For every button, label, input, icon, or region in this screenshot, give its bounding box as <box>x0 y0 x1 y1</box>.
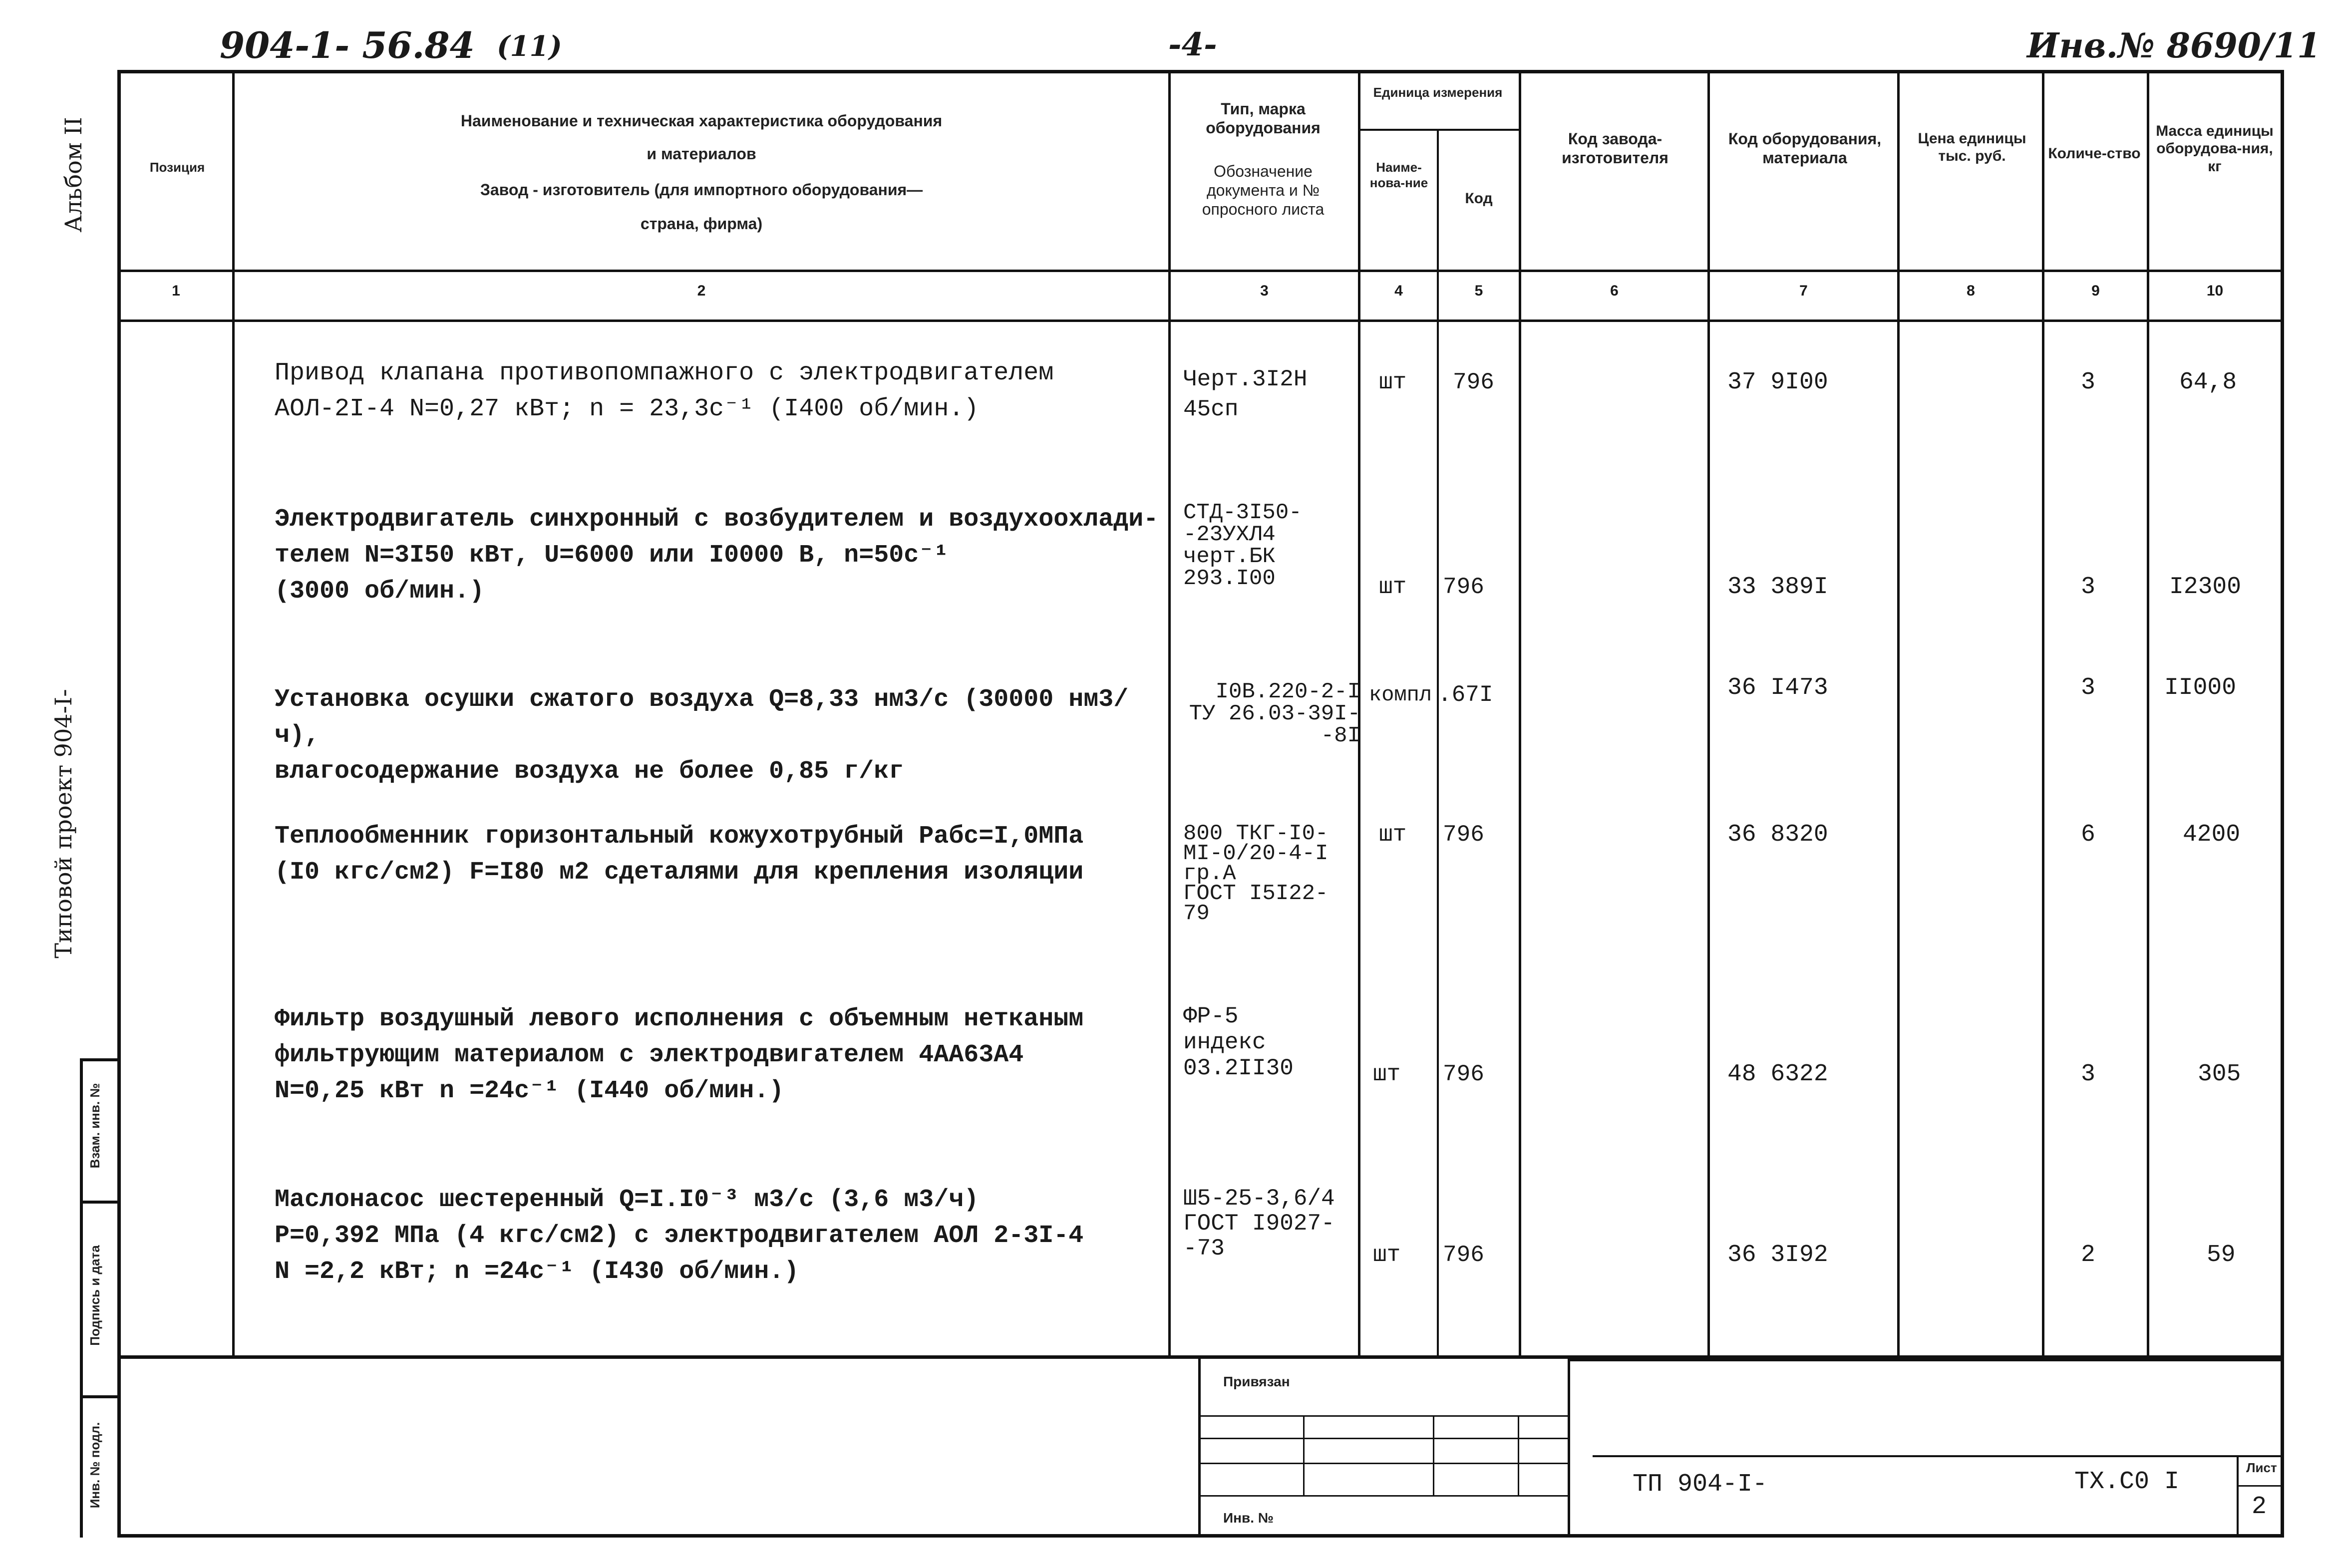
row-2-name: Электродвигатель синхронный с возбудителем и воздухоохлади- телем N=3I50 кВт, U=6000 или I0000 В, n=50с⁻¹ (3000 об/мин.) <box>275 505 1159 606</box>
row-1-equipment-code: 37 9I00 <box>1727 369 1828 396</box>
row-5-equipment-code: 48 6322 <box>1727 1061 1828 1088</box>
header-quantity: Количе-ство <box>2048 145 2141 162</box>
row-2-code: 796 <box>1443 574 1484 600</box>
row-1-name: Привод клапана противопомпажного с электродвигателем АОЛ-2I-4 N=0,27 кВт; n = 23,3с⁻¹ (I400 об/мин.) <box>275 359 1054 423</box>
header-name-line4: страна, фирма) <box>640 215 763 233</box>
header-name-line3: Завод - изготовитель (для импортного оборудования— <box>480 181 923 199</box>
row-3-mass: II000 <box>2164 674 2237 701</box>
row-3-equipment-code: 36 I473 <box>1727 674 1828 701</box>
row-5-mass: 305 <box>2198 1061 2241 1088</box>
row-6-quantity: 2 <box>2081 1242 2095 1268</box>
col-number-10: 10 <box>2206 283 2224 299</box>
inventory-no-label: Инв. № <box>1223 1510 1274 1526</box>
sheet-number: 2 <box>2252 1493 2267 1521</box>
row-6-equipment-code: 36 3I92 <box>1727 1242 1828 1268</box>
album-label: Альбом II <box>60 117 87 233</box>
row-6-mass: 59 <box>2207 1242 2236 1268</box>
header-factory-code: Код завода-изготовителя <box>1562 130 1668 167</box>
stamp-sign-date: Подпись и дата <box>87 1245 102 1346</box>
col-number-4: 4 <box>1394 283 1403 299</box>
privyazan-label: Привязан <box>1223 1374 1290 1389</box>
project-label: Типовой проект 904-I- <box>50 689 77 958</box>
row-4-equipment-code: 36 8320 <box>1727 821 1828 848</box>
page-mark: -4- <box>1168 26 1217 63</box>
stamp-orig-inv: Инв. № подл. <box>87 1422 102 1509</box>
row-5-quantity: 3 <box>2081 1061 2095 1088</box>
header-mass: Масса единицы оборудова-ния, кг <box>2156 123 2274 175</box>
header-unit-code: Код <box>1465 190 1493 207</box>
col-number-3: 3 <box>1260 283 1269 299</box>
row-2-mass: I2300 <box>2169 574 2242 601</box>
row-2-unit: шт <box>1379 574 1407 600</box>
col-number-1: 1 <box>172 283 180 299</box>
row-4-quantity: 6 <box>2081 821 2095 848</box>
header-price: Цена единицы тыс. руб. <box>1918 130 2026 165</box>
row-4-type: 800 ТКГ-I0- МI-0/20-4-I гр.А ГОСТ I5I22- 79 <box>1183 821 1329 926</box>
row-2-equipment-code: 33 389I <box>1727 574 1828 601</box>
row-1-quantity: 3 <box>2081 369 2095 396</box>
document-code: 904-1- 56.84 <box>220 24 475 66</box>
header-equipment-code: Код оборудования, материала <box>1728 130 1882 167</box>
row-5-unit: шт <box>1373 1061 1401 1087</box>
row-4-name: Теплообменник горизонтальный кожухотрубный Рабс=I,0МПа (I0 кгс/см2) F=I80 м2 сдеталями для крепления изоляции <box>275 822 1084 887</box>
row-1-unit: шт <box>1379 369 1407 395</box>
header-unit-name: Наиме-нова-ние <box>1369 160 1428 190</box>
row-6-code: 796 <box>1443 1242 1484 1268</box>
row-5-code: 796 <box>1443 1061 1484 1087</box>
header-type: Тип, марка оборудования <box>1206 100 1321 137</box>
row-3-unit: компл <box>1369 683 1432 707</box>
row-2-quantity: 3 <box>2081 574 2095 601</box>
header-unit-group: Единица измерения <box>1373 85 1503 100</box>
row-1-mass: 64,8 <box>2179 369 2237 396</box>
row-3-code: .67I <box>1438 682 1493 708</box>
header-name-line2: и материалов <box>647 145 756 163</box>
sheet-code: ТХ.С0 I <box>2074 1468 2180 1496</box>
col-number-5: 5 <box>1474 283 1483 299</box>
row-4-code: 796 <box>1443 822 1484 848</box>
header-document: Обозначение документа и № опросного листа <box>1202 162 1325 218</box>
row-5-type: ФР-5 индекс 03.2II30 <box>1183 1003 1294 1081</box>
row-4-unit: шт <box>1379 822 1407 848</box>
col-number-8: 8 <box>1967 283 1975 299</box>
row-5-name: Фильтр воздушный левого исполнения с объемным нетканым фильтрующим материалом с электродвигателем 4АА63А4 N=0,25 кВт n =24с⁻¹ (I440 об/мин.) <box>275 1005 1084 1105</box>
header-position: Позиция <box>149 160 205 175</box>
row-1-code: 796 <box>1453 369 1494 395</box>
row-2-type: СТД-3I50- -23УХЛ4 черт.БК 293.I00 <box>1183 500 1302 591</box>
col-number-9: 9 <box>2091 283 2100 299</box>
header-name-line1: Наименование и техническая характеристика оборудования <box>460 112 943 130</box>
row-3-name: Установка осушки сжатого воздуха Q=8,33 нм3/с (30000 нм3/ч), влагосодержание воздуха не более 0,85 г/кг <box>275 685 1129 786</box>
col-number-6: 6 <box>1610 283 1619 299</box>
project-code: ТП 904-I- <box>1633 1470 1768 1499</box>
col-number-7: 7 <box>1799 283 1808 299</box>
sheet-label: Лист <box>2246 1460 2277 1475</box>
row-3-type: I0В.220-2-I ТУ 26.03-39I- -8I <box>1189 679 1360 748</box>
row-3-quantity: 3 <box>2081 674 2095 701</box>
stamp-replace-inv: Взам. инв. № <box>87 1083 102 1169</box>
row-4-mass: 4200 <box>2183 821 2241 848</box>
inventory-mark: Инв.№ 8690/11 <box>2027 26 2321 66</box>
row-6-name: Маслонасос шестеренный Q=I.I0⁻³ м3/с (3,6 м3/ч) Р=0,392 МПа (4 кгс/см2) с электродвигателем АОЛ 2-3I-4 N =2,2 кВт; n =24с⁻¹ (I430 об/мин.) <box>275 1186 1084 1286</box>
row-1-type: Черт.3I2Н 45сп <box>1183 366 1308 422</box>
row-6-type: Ш5-25-3,6/4 ГОСТ I9027- -73 <box>1183 1186 1335 1261</box>
col-number-2: 2 <box>697 283 706 299</box>
copy-mark: (11) <box>497 30 562 63</box>
row-6-unit: шт <box>1373 1242 1401 1268</box>
